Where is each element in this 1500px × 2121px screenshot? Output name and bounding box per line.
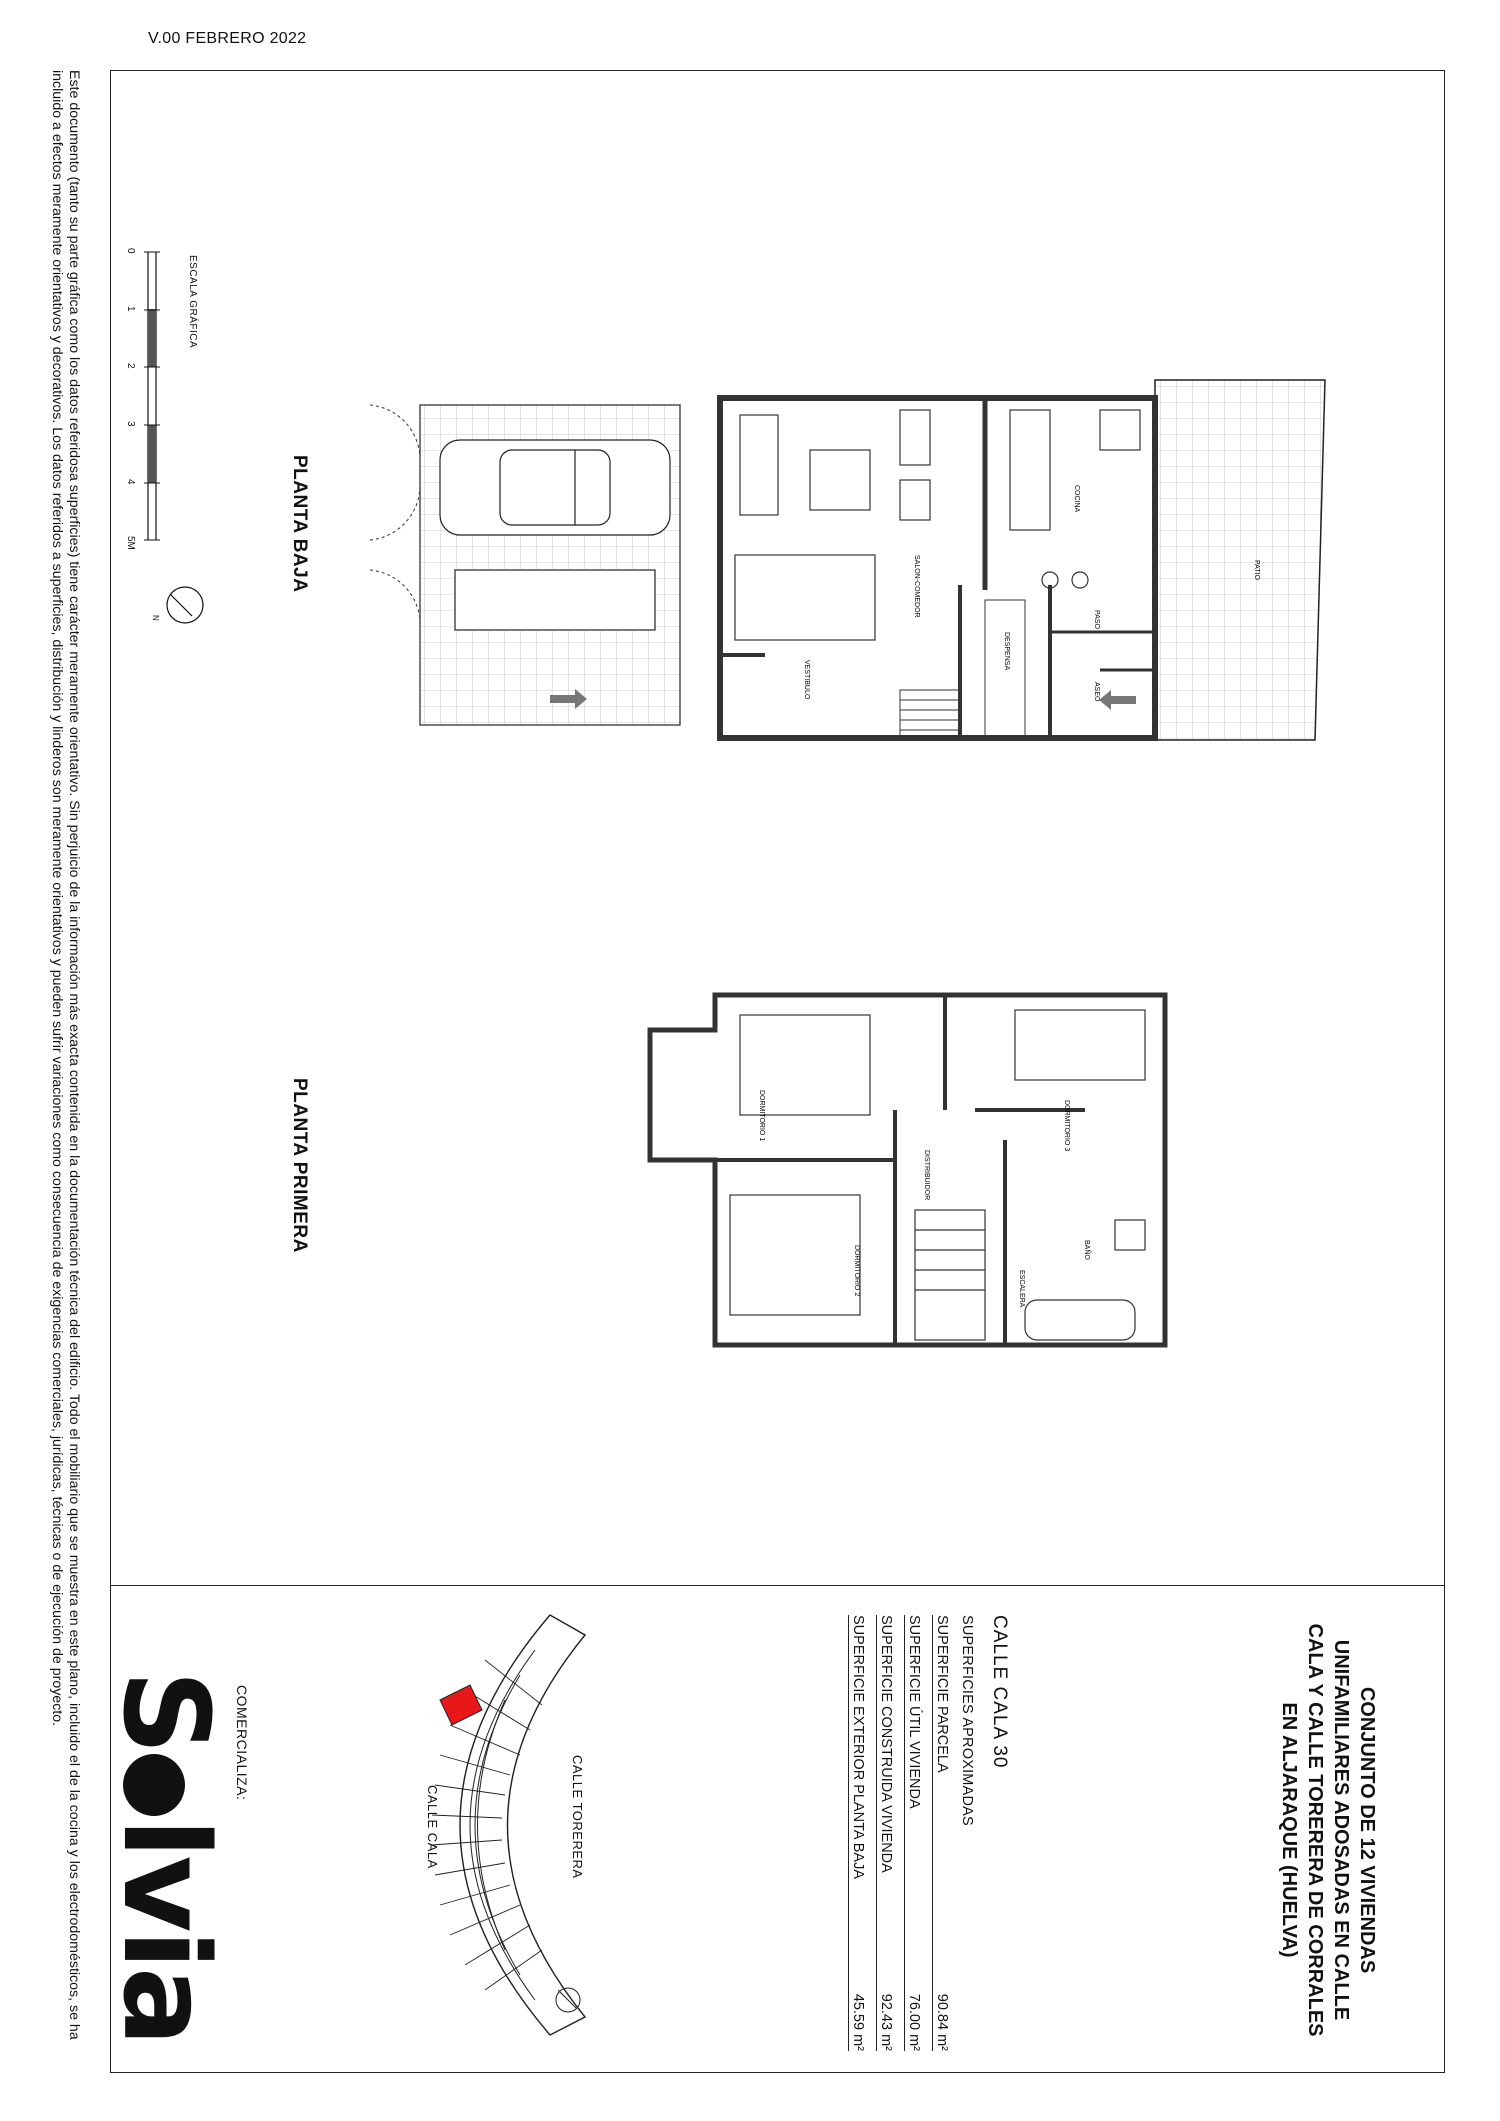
north-arrow-icon <box>160 580 210 630</box>
car-icon <box>440 440 670 535</box>
scale-tick-3: 3 <box>125 421 136 427</box>
surface-value: 90.84 m² <box>934 1993 950 2051</box>
scale-tick-1: 1 <box>125 306 136 312</box>
surface-row <box>848 1615 866 2051</box>
first-floor-walls <box>650 995 1165 1345</box>
surface-value: 45.59 m² <box>850 1993 866 2051</box>
highlighted-plot <box>440 1685 482 1725</box>
room-label-distribuidor: DISTRIBUIDOR <box>923 1150 930 1201</box>
logo-dot-icon <box>123 1754 185 1816</box>
scale-tick-2: 2 <box>125 363 136 369</box>
room-label-escalera: ESCALERA <box>1018 1270 1025 1308</box>
ground-floor-plan <box>360 370 1340 750</box>
street-label-torerera: CALLE TORERERA <box>570 1755 585 1879</box>
house-walls <box>720 398 1155 738</box>
north-label: N <box>151 615 160 621</box>
first-floor-title: PLANTA PRIMERA <box>289 1078 310 1253</box>
version-label: V.00 FEBRERO 2022 <box>148 30 307 47</box>
project-address: CALLE CALA 30 <box>989 1615 1010 1769</box>
surface-value: 92.43 m² <box>878 1993 894 2051</box>
surface-row <box>932 1615 950 2051</box>
room-label-dormitorio-2: DORMITORIO 2 <box>853 1245 860 1297</box>
solvia-logo: Slvia <box>97 1670 235 2044</box>
surface-label: SUPERFICIE EXTERIOR PLANTA BAJA <box>850 1615 866 1880</box>
street-label-cala: CALLE CALA <box>425 1785 440 1869</box>
title-block-divider <box>110 1585 1445 1586</box>
scale-tick-0: 0 <box>125 248 136 254</box>
patio-area <box>1155 380 1325 740</box>
scale-tick-5: 5M <box>125 536 136 550</box>
ground-floor-title: PLANTA BAJA <box>289 455 310 593</box>
room-label-bano: BAÑO <box>1083 1240 1090 1260</box>
room-label-patio: PATIO <box>1253 560 1260 580</box>
surface-row <box>876 1615 894 2051</box>
room-label-cocina: COCINA <box>1073 485 1080 513</box>
room-label-paso: PASO <box>1093 610 1100 629</box>
comercializa-label: COMERCIALIZA: <box>234 1685 250 1801</box>
surface-label: SUPERFICIE CONSTRUIDA VIVIENDA <box>878 1615 894 1873</box>
scale-title: ESCALA GRÁFICA <box>187 255 198 349</box>
surface-value: 76.00 m² <box>906 1993 922 2051</box>
room-label-salon-comedor: SALON-COMEDOR <box>913 555 920 618</box>
room-label-despensa: DESPENSA <box>1003 632 1010 671</box>
disclaimer-text: Este documento (tanto su parte gráfica como los datos referidosa superficies) tiene carácter meramente orientativo. Sin perjuicio de la información más exacta contenida en la documentación técnica del edificio. Todo el mobiliario que se muestra en este plano, incluido el de la cocina y los electrodomésticos, se ha incluido a efectos meramente orientativos y decorativos. Los datos referidos a superficies, distribución y linderos son meramente orientativos y pueden sufrir variaciones como consecuencia de exigencias comerciales, jurídicas, técnicas o de ejecución de proyecto. <box>49 70 82 2040</box>
surface-row <box>904 1615 922 2051</box>
room-label-dormitorio-3: DORMITORIO 3 <box>1063 1100 1070 1152</box>
project-title: CONJUNTO DE 12 VIVIENDAS UNIFAMILIARES ADOSADAS EN CALLE CALA Y CALLE TORERERA DE CORRALES EN ALJARAQUE (HUELVA) <box>1278 1623 1378 2037</box>
room-label-aseo: ASEO <box>1093 682 1100 702</box>
first-floor-plan <box>645 990 1175 1360</box>
surfaces-heading: SUPERFICIES APROXIMADAS <box>959 1615 975 1826</box>
room-label-vestibulo: VESTIBULO <box>803 660 810 700</box>
surface-label: SUPERFICIE PARCELA <box>934 1615 950 1773</box>
scale-tick-4: 4 <box>125 479 136 485</box>
room-label-dormitorio-1: DORMITORIO 1 <box>758 1090 765 1142</box>
surface-label: SUPERFICIE ÚTIL VIVIENDA <box>906 1615 922 1809</box>
